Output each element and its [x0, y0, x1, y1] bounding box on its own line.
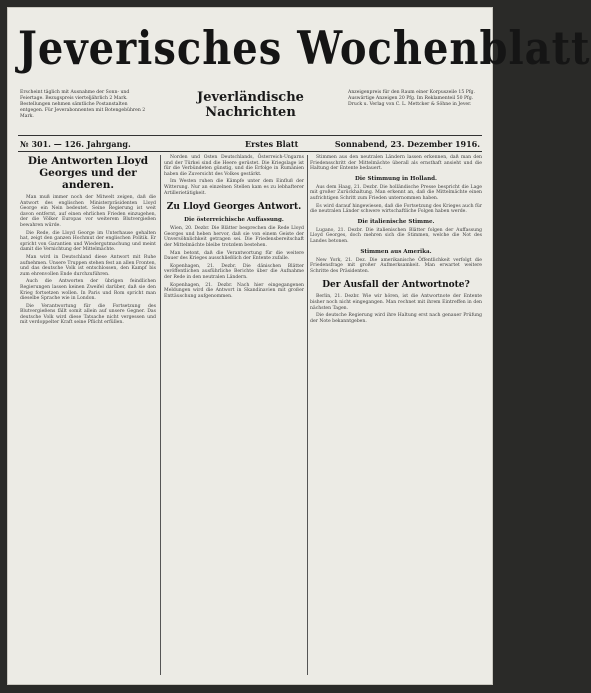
- article-headline: Der Ausfall der Antwortnote?: [322, 280, 470, 291]
- column-divider: [307, 155, 308, 675]
- column-2: [164, 155, 304, 675]
- sheet-label: Erstes Blatt: [245, 139, 299, 149]
- article-paragraph: Stimmen aus den neutralen Ländern lassen erkennen, daß man den Friedensschritt der Mittelmächte überall als ernsthaft ansieht und die Haltung der Entente bedauert.: [310, 155, 482, 172]
- article-paragraph: Man wird in Deutschland diese Antwort mit Ruhe aufnehmen. Unsere Truppen stehen fest an allen Fronten, und das deutsche Volk ist entschlossen, den Kampf bis zum ehrenvollen Ende durchzuführen.: [20, 254, 156, 277]
- article-paragraph: Kopenhagen, 21. Dezbr. Die dänischen Blätter veröffentlichen ausführliche Berichte über die Aufnahme der Rede in den neutralen Ländern.: [164, 263, 304, 280]
- article-paragraph: Aus dem Haag, 21. Dezbr. Die holländische Presse bespricht die Lage mit großer Zurückhaltung. Man erkennt an, daß die Mittelmächte einen aufrichtigen Schritt zum Frieden unternommen haben.: [310, 184, 482, 201]
- article-paragraph: Im Westen ruhen die Kämpfe unter dem Einfluß der Witterung. Nur an einzelnen Stellen kam es zu lebhafterer Artillerietätigkeit.: [164, 179, 304, 196]
- column-1: [20, 155, 156, 675]
- issue-date: Sonnabend, 23. Dezember 1916.: [334, 139, 480, 149]
- article-paragraph: Man muß immer noch der Mitwelt zeigen, daß die Antwort des englischen Ministerpräsidenten Lloyd George ein Nein bedeutet. Seine Regierung ist weit davon entfernt, auf einen ehrlichen Frieden einzugehen, der die Völker Europas vor weiterem Blutvergießen bewahren würde.: [20, 195, 156, 228]
- article-headline: Die Antworten Lloyd Georges und der anderen.: [27, 155, 149, 191]
- newspaper-page: [8, 8, 591, 684]
- divider: [18, 151, 482, 152]
- masthead-title: Jeverisches Wochenblatt: [18, 21, 591, 76]
- column-divider: [160, 155, 161, 675]
- masthead-subtitle: Jeverländische Nachrichten: [197, 90, 304, 120]
- issue-number: № 301. — 126. Jahrgang.: [20, 139, 131, 149]
- article-paragraph: Die Rede, die Lloyd George im Unterhause gehalten hat, zeigt den ganzen Hochmut der englischen Politik. Er spricht von Garantien und Wiedergutmachung und meint damit die Vernichtung der Mittelmächte.: [20, 230, 156, 253]
- article-paragraph: Norden und Osten Deutschlands, Österreich-Ungarns und der Türkei sind die Heere gerüstet. Die Kriegslage ist für die Verbündeten günstig, und die Erfolge in Rumänien haben die Zuversicht des Volkes gestärkt.: [164, 155, 304, 177]
- article-paragraph: Die deutsche Regierung wird ihre Haltung erst nach genauer Prüfung der Note bekanntgeben.: [310, 313, 482, 324]
- dateline: [20, 138, 480, 150]
- article-paragraph: Kopenhagen, 21. Dezbr. Nach hier eingegangenen Meldungen wird die Antwort in Skandinavien mit großer Enttäuschung aufgenommen.: [164, 282, 304, 299]
- article-paragraph: New York, 21. Dez. Die amerikanische Öffentlichkeit verfolgt die Friedensfrage mit großer Aufmerksamkeit. Man erwartet weitere Schritte des Präsidenten.: [310, 257, 482, 274]
- masthead: [18, 18, 591, 80]
- section-heading: Die italienische Stimme.: [357, 218, 435, 225]
- article-paragraph: Man betont, daß die Verantwortung für die weitere Dauer des Krieges ausschließlich der Entente zufalle.: [164, 250, 304, 262]
- article-headline: Zu Lloyd Georges Antwort.: [166, 202, 302, 213]
- advertising-info: Anzeigenpreis für den Raum einer Korpuszeile 15 Pfg. Auswärtige Anzeigen 20 Pfg. Im Reklamenteil 50 Pfg. Druck u. Verlag von C. L. Mettcker & Söhne in Jever.: [348, 90, 475, 107]
- article-paragraph: Es wird darauf hingewiesen, daß die Fortsetzung des Krieges auch für die neutralen Länder schwere wirtschaftliche Folgen haben werde.: [310, 203, 482, 215]
- section-heading: Stimmen aus Amerika.: [360, 248, 432, 255]
- divider: [18, 135, 482, 136]
- column-3: [310, 155, 482, 675]
- section-heading: Die Stimmung in Holland.: [354, 175, 438, 182]
- article-paragraph: Wien, 20. Dezbr. Die Blätter besprechen die Rede Lloyd Georges und heben hervor, daß sie von einem Geiste der Unversöhnlichkeit getragen sei. Die Friedensbereitschaft der Mittelmächte bleibe trotzdem bestehen.: [164, 226, 304, 248]
- article-paragraph: Auch die Antworten der übrigen feindlichen Regierungen lassen keinen Zweifel darüber, daß sie den Krieg fortsetzen wollen. In Paris und Rom spricht man dieselbe Sprache wie in London.: [20, 279, 156, 302]
- article-paragraph: Die Verantwortung für die Fortsetzung des Blutvergießens fällt somit allein auf unsere Gegner. Das deutsche Volk wird diese Tatsache nicht vergessen und mit verdoppelter Kraft seine Pflicht erfüllen.: [20, 303, 156, 326]
- subscription-info: Erscheint täglich mit Ausnahme der Sonn- und Feiertage. Bezugspreis vierteljährlich 2 Mark. Bestellungen nehmen sämtliche Postanstalten entgegen. Für Jeverabonnenten mit Botengebühren 2 Mark.: [20, 90, 146, 119]
- article-paragraph: Lugano, 21. Dezbr. Die italienischen Blätter folgen der Auffassung Lloyd Georges, doch mehren sich die Stimmen, welche die Not des Landes betonen.: [310, 227, 482, 244]
- article-paragraph: Berlin, 21. Dezbr. Wie wir hören, ist die Antwortnote der Entente bisher noch nicht eingegangen. Man rechnet mit ihrem Eintreffen in den nächsten Tagen.: [310, 294, 482, 311]
- section-heading: Die österreichische Auffassung.: [184, 217, 284, 224]
